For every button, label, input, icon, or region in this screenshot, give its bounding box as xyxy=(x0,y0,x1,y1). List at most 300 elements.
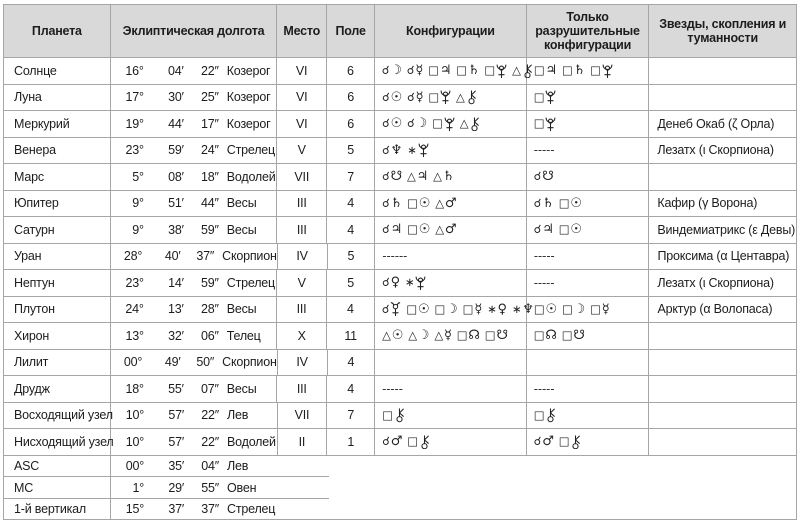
point-name: ASC xyxy=(4,456,111,477)
node_desc-icon: ☋ xyxy=(542,169,554,185)
sun-icon: ☉ xyxy=(418,195,431,211)
aspect-square-mercury xyxy=(463,303,482,316)
square-aspect-icon: □ xyxy=(428,89,440,104)
aspect-square-jupiter xyxy=(428,64,451,77)
stars-cell: Арктур (α Волопаса) xyxy=(657,302,773,317)
longitude-degrees: 16° xyxy=(125,63,144,78)
destructive-configurations-cell xyxy=(527,111,650,137)
field-cell: 7 xyxy=(327,403,375,429)
mercury-icon: ☿ xyxy=(415,63,424,79)
aspect-square-sun xyxy=(406,303,429,316)
table-row xyxy=(4,376,796,403)
stars-cell xyxy=(649,85,796,111)
col-header-stars: Звезды, скопления и туманности xyxy=(659,17,787,45)
longitude-degrees: 18° xyxy=(125,381,144,396)
square-aspect-icon: □ xyxy=(406,301,418,316)
longitude-degrees: 9° xyxy=(132,222,144,237)
pluto-icon xyxy=(418,143,429,158)
aspect-square-chiron xyxy=(559,435,582,450)
mars-icon: ♂ xyxy=(444,195,457,211)
longitude-cell xyxy=(111,297,277,323)
aspect-conj-mercury xyxy=(407,64,423,77)
longitude-degrees: 10° xyxy=(125,434,144,449)
aspect-square-chiron xyxy=(407,435,430,450)
place-cell: VI xyxy=(277,85,327,111)
aspect-square-chiron xyxy=(382,408,405,423)
square-aspect-icon: □ xyxy=(558,195,570,210)
aspect-square-sun xyxy=(407,197,430,210)
table-row xyxy=(4,403,796,430)
field-cell: 4 xyxy=(327,297,375,323)
field-cell: 4 xyxy=(327,191,375,217)
destructive-configurations-cell xyxy=(527,297,650,323)
chiron-icon xyxy=(419,435,430,450)
table-row xyxy=(4,58,796,85)
longitude-seconds: 06″ xyxy=(201,328,219,343)
configurations-cell xyxy=(375,270,527,296)
stars-cell xyxy=(649,350,796,376)
saturn-icon: ♄ xyxy=(442,169,455,185)
square-aspect-icon: □ xyxy=(428,63,439,77)
destructive-configurations-cell xyxy=(527,164,650,190)
planet-name: Нептун xyxy=(4,270,111,296)
configurations-cell xyxy=(375,403,527,429)
aspect-square-node_desc xyxy=(562,329,585,342)
jupiter-icon: ♃ xyxy=(545,63,557,79)
square-aspect-icon: □ xyxy=(407,222,418,236)
aspect-square-pluto xyxy=(432,117,455,132)
aspect-square-pluto xyxy=(590,64,613,79)
zodiac-sign: Весы xyxy=(226,222,257,237)
longitude-seconds: 37″ xyxy=(196,249,215,264)
aspect-square-node_desc xyxy=(485,329,508,342)
conj-aspect-icon: ☌ xyxy=(533,222,542,236)
aspect-square-sun xyxy=(534,303,557,316)
square-aspect-icon: □ xyxy=(590,63,601,77)
longitude-degrees: 28° xyxy=(123,249,143,264)
planet-name: Сатурн xyxy=(4,217,111,243)
conj-aspect-icon: ☌ xyxy=(407,116,415,130)
aspect-square-pluto xyxy=(534,90,557,105)
zodiac-sign: Овен xyxy=(227,480,257,495)
longitude-seconds: 28″ xyxy=(200,302,219,317)
trine-aspect-icon: △ xyxy=(406,169,416,183)
longitude-degrees: 9° xyxy=(132,196,144,211)
sun-icon: ☉ xyxy=(418,301,430,317)
aspect-conj-venus xyxy=(382,276,400,289)
configurations-cell xyxy=(375,164,527,190)
pluto-icon xyxy=(444,117,455,132)
longitude-degrees: 00° xyxy=(125,458,144,473)
longitude-cell xyxy=(111,403,278,429)
aspect-conj-neptune xyxy=(382,144,402,157)
no-configurations-dashes: ----- xyxy=(533,249,555,264)
zodiac-sign: Козерог xyxy=(226,63,271,78)
destructive-configurations-cell xyxy=(527,191,650,217)
zodiac-sign: Лев xyxy=(227,458,249,473)
zodiac-sign: Скорпион xyxy=(222,355,277,370)
longitude-minutes: 38′ xyxy=(168,222,184,237)
mars-icon: ♂ xyxy=(444,222,457,238)
square-aspect-icon: □ xyxy=(533,407,545,422)
destructive-configurations-cell xyxy=(527,403,650,429)
table-row xyxy=(4,323,796,350)
longitude-minutes: 32′ xyxy=(168,328,184,343)
square-aspect-icon: □ xyxy=(484,328,496,342)
place-cell: V xyxy=(277,138,327,164)
saturn-icon: ♄ xyxy=(542,195,554,211)
place-cell: X xyxy=(277,323,327,349)
aspect-square-sun xyxy=(559,223,582,236)
sun-icon: ☉ xyxy=(545,301,557,317)
square-aspect-icon: □ xyxy=(434,301,446,316)
square-aspect-icon: □ xyxy=(561,328,573,342)
moon-icon: ☽ xyxy=(573,301,586,317)
zodiac-sign: Козерог xyxy=(226,116,271,131)
longitude-minutes: 13′ xyxy=(168,302,184,317)
trine-aspect-icon: △ xyxy=(512,63,521,77)
stars-cell xyxy=(649,376,796,402)
aspect-square-saturn xyxy=(456,64,479,77)
square-aspect-icon: □ xyxy=(561,63,573,77)
longitude-seconds: 22″ xyxy=(201,408,219,423)
longitude-minutes: 57′ xyxy=(168,408,184,423)
aspect-trine-mercury xyxy=(434,329,451,342)
pluto-icon xyxy=(602,64,613,79)
chiron-icon xyxy=(469,117,480,132)
destructive-configurations-cell xyxy=(527,217,650,243)
neptune-icon: ♆ xyxy=(522,301,534,317)
square-aspect-icon: □ xyxy=(558,434,570,448)
longitude-seconds: 18″ xyxy=(201,169,219,184)
field-cell: 4 xyxy=(327,376,375,402)
destructive-configurations-cell xyxy=(527,376,650,402)
col-header-longitude: Эклиптическая долгота xyxy=(111,5,278,57)
moon-icon: ☽ xyxy=(390,63,402,79)
saturn-icon: ♄ xyxy=(467,63,480,79)
longitude-seconds: 22″ xyxy=(201,434,219,449)
longitude-cell xyxy=(111,429,278,455)
mars-icon: ♂ xyxy=(390,434,403,450)
chiron-icon xyxy=(545,408,556,423)
longitude-cell xyxy=(111,58,277,84)
destructive-configurations-cell xyxy=(527,244,650,270)
aspect-conj-mars xyxy=(534,435,554,448)
field-cell: 5 xyxy=(327,138,375,164)
square-aspect-icon: □ xyxy=(533,63,545,77)
node_desc-icon: ☋ xyxy=(390,169,402,185)
mercury-icon: ☿ xyxy=(443,328,452,344)
place-cell: VII xyxy=(277,164,327,190)
planet-name: Хирон xyxy=(4,323,111,349)
conj-aspect-icon: ☌ xyxy=(382,434,390,448)
moon-icon: ☽ xyxy=(446,301,458,317)
sextile-aspect-icon: ∗ xyxy=(407,142,417,157)
table-row xyxy=(4,217,796,244)
aspect-square-moon xyxy=(435,303,458,316)
table-row xyxy=(4,456,329,478)
longitude-minutes: 35′ xyxy=(168,458,184,473)
pluto-icon xyxy=(496,64,507,79)
planet-name: Юпитер xyxy=(4,191,111,217)
conj-aspect-icon: ☌ xyxy=(533,169,542,183)
conj-aspect-icon: ☌ xyxy=(407,89,415,104)
longitude-degrees: 00° xyxy=(123,355,143,370)
longitude-minutes: 08′ xyxy=(168,169,184,184)
planet-name: Луна xyxy=(4,85,111,111)
planet-name: Нисходящий узел xyxy=(4,429,111,455)
stars-cell xyxy=(649,429,796,455)
table-row xyxy=(4,477,329,499)
longitude-minutes: 40′ xyxy=(164,249,181,264)
square-aspect-icon: □ xyxy=(590,301,601,316)
planet-name: Марс xyxy=(4,164,111,190)
square-aspect-icon: □ xyxy=(484,63,496,77)
node_asc-icon: ☊ xyxy=(545,328,557,344)
longitude-cell xyxy=(111,111,278,137)
longitude-cell xyxy=(111,499,329,519)
aspect-square-pluto xyxy=(484,64,507,79)
longitude-minutes: 30′ xyxy=(168,90,184,105)
square-aspect-icon: □ xyxy=(533,116,545,130)
longitude-cell xyxy=(111,477,329,498)
aspect-sextile-venus xyxy=(487,303,507,316)
table-row xyxy=(4,111,796,138)
conj-aspect-icon: ☌ xyxy=(382,116,390,130)
conj-aspect-icon: ☌ xyxy=(382,195,390,210)
configurations-cell xyxy=(375,376,527,402)
zodiac-sign: Водолей xyxy=(227,434,276,449)
place-cell: III xyxy=(277,191,327,217)
zodiac-sign: Водолей xyxy=(226,169,276,184)
saturn-icon: ♄ xyxy=(390,195,403,211)
conj-aspect-icon: ☌ xyxy=(382,89,390,104)
aspect-trine-mars xyxy=(435,197,456,210)
aspect-trine-sun xyxy=(382,329,403,342)
planet-name: Уран xyxy=(4,244,111,270)
aspect-square-pluto xyxy=(428,90,451,105)
field-cell: 7 xyxy=(327,164,375,190)
place-cell: IV xyxy=(278,350,328,376)
chiron-icon xyxy=(570,435,581,450)
no-configurations-dashes: ----- xyxy=(382,381,403,396)
point-name: MC xyxy=(4,477,111,498)
aspect-trine-moon xyxy=(408,329,429,342)
square-aspect-icon: □ xyxy=(462,301,474,316)
aspect-square-sun xyxy=(407,223,430,236)
trine-aspect-icon: △ xyxy=(434,328,443,342)
aspect-conj-node_desc xyxy=(382,170,402,183)
longitude-degrees: 23° xyxy=(125,275,144,290)
longitude-seconds: 22″ xyxy=(200,63,219,78)
longitude-degrees: 24° xyxy=(125,302,144,317)
neptune-icon: ♆ xyxy=(390,142,403,158)
trine-aspect-icon: △ xyxy=(433,169,442,183)
table-row xyxy=(4,85,796,112)
planet-name: Венера xyxy=(4,138,111,164)
longitude-seconds: 25″ xyxy=(201,90,219,105)
field-cell: 6 xyxy=(327,58,375,84)
square-aspect-icon: □ xyxy=(407,195,418,210)
place-cell: VI xyxy=(277,111,327,137)
sun-icon: ☉ xyxy=(418,222,431,238)
conj-aspect-icon: ☌ xyxy=(382,142,390,157)
configurations-cell xyxy=(375,429,527,455)
pluto-icon xyxy=(440,90,451,105)
square-aspect-icon: □ xyxy=(432,116,443,130)
mercury-icon: ☿ xyxy=(474,301,483,317)
conj-aspect-icon: ☌ xyxy=(382,275,390,289)
conj-aspect-icon: ☌ xyxy=(382,169,390,183)
venus-icon: ♀ xyxy=(390,275,400,291)
stars-cell xyxy=(649,403,796,429)
planet-name: Лилит xyxy=(4,350,111,376)
mercury-icon: ☿ xyxy=(601,301,610,317)
place-cell: III xyxy=(277,297,327,323)
longitude-cell xyxy=(111,244,278,270)
field-cell: 4 xyxy=(328,350,376,376)
mars-icon: ♂ xyxy=(542,434,554,450)
longitude-degrees: 1° xyxy=(132,480,144,495)
longitude-minutes: 14′ xyxy=(168,275,184,290)
square-aspect-icon: □ xyxy=(382,407,393,422)
stars-cell: Денеб Окаб (ζ Орла) xyxy=(657,116,775,131)
trine-aspect-icon: △ xyxy=(435,222,444,236)
longitude-cell xyxy=(111,323,278,349)
table-header-row xyxy=(4,5,796,58)
destructive-configurations-cell xyxy=(527,138,650,164)
sextile-aspect-icon: ∗ xyxy=(404,275,415,289)
stars-cell xyxy=(649,164,796,190)
no-configurations-dashes: ----- xyxy=(533,381,555,396)
aspect-square-node_asc xyxy=(534,329,557,342)
table-row xyxy=(4,350,796,377)
aspect-square-pluto xyxy=(534,117,557,132)
aspect-square-mercury xyxy=(590,303,609,316)
conj-aspect-icon: ☌ xyxy=(382,222,390,236)
sun-icon: ☉ xyxy=(570,195,582,211)
aspect-square-moon xyxy=(562,303,585,316)
stars-cell: Кафир (γ Ворона) xyxy=(657,196,758,211)
table-row xyxy=(4,191,796,218)
longitude-minutes: 57′ xyxy=(168,434,184,449)
conj-aspect-icon: ☌ xyxy=(533,195,542,210)
longitude-cell xyxy=(111,217,278,243)
zodiac-sign: Лев xyxy=(227,408,249,423)
stars-cell xyxy=(649,58,796,84)
col-header-destructive: Только разрушительные конфигурации xyxy=(527,5,650,57)
longitude-cell xyxy=(111,85,278,111)
zodiac-sign: Весы xyxy=(226,196,257,211)
longitude-minutes: 59′ xyxy=(168,143,184,158)
longitude-minutes: 55′ xyxy=(168,381,184,396)
druj-icon xyxy=(390,302,401,317)
place-cell: VI xyxy=(277,58,327,84)
longitude-minutes: 04′ xyxy=(168,63,184,78)
aspect-trine-mars xyxy=(435,223,456,236)
stars-cell xyxy=(649,323,796,349)
planet-name: Друдж xyxy=(4,376,111,402)
aspect-trine-chiron xyxy=(456,90,477,105)
longitude-seconds: 17″ xyxy=(201,116,219,131)
longitude-degrees: 23° xyxy=(125,143,144,158)
aspect-sextile-pluto xyxy=(405,276,426,291)
longitude-degrees: 5° xyxy=(132,169,144,184)
configurations-cell xyxy=(375,323,527,349)
aspect-square-chiron xyxy=(534,408,557,423)
no-configurations-dashes: ----- xyxy=(533,143,555,158)
square-aspect-icon: □ xyxy=(561,301,573,316)
astrology-table xyxy=(3,4,797,520)
table-row xyxy=(4,164,796,191)
node_asc-icon: ☊ xyxy=(468,328,480,344)
no-configurations-dashes: ----- xyxy=(533,275,555,290)
configurations-cell xyxy=(375,217,527,243)
mercury-icon: ☿ xyxy=(415,89,424,105)
chiron-icon xyxy=(466,90,477,105)
field-cell: 6 xyxy=(327,85,375,111)
aspect-trine-chiron xyxy=(460,117,481,132)
node_desc-icon: ☋ xyxy=(496,328,508,344)
longitude-seconds: 37″ xyxy=(201,501,219,516)
configurations-cell xyxy=(375,58,527,84)
longitude-seconds: 04″ xyxy=(201,458,219,473)
sun-icon: ☉ xyxy=(391,328,404,344)
longitude-minutes: 37′ xyxy=(168,501,184,516)
sun-icon: ☉ xyxy=(390,116,403,132)
table-row xyxy=(4,138,796,165)
zodiac-sign: Весы xyxy=(226,381,257,396)
saturn-icon: ♄ xyxy=(573,63,586,79)
jupiter-icon: ♃ xyxy=(542,222,554,238)
zodiac-sign: Телец xyxy=(226,328,261,343)
jupiter-icon: ♃ xyxy=(390,222,403,238)
aspect-trine-jupiter xyxy=(407,170,428,183)
aspect-conj-saturn xyxy=(382,197,402,210)
configurations-cell xyxy=(375,191,527,217)
place-cell: V xyxy=(277,270,327,296)
trine-aspect-icon: △ xyxy=(382,328,391,342)
stars-cell: Лезатх (ι Скорпиона) xyxy=(657,143,774,158)
destructive-configurations-cell xyxy=(527,270,650,296)
aspect-square-node_asc xyxy=(457,329,480,342)
point-name: 1-й вертикал xyxy=(4,499,111,519)
longitude-seconds: 59″ xyxy=(201,275,219,290)
field-cell: 5 xyxy=(328,244,376,270)
longitude-minutes: 44′ xyxy=(168,116,184,131)
aspect-trine-saturn xyxy=(433,170,454,183)
aspect-conj-moon xyxy=(382,64,402,77)
longitude-seconds: 50″ xyxy=(196,355,215,370)
longitude-degrees: 13° xyxy=(125,328,144,343)
stars-cell: Виндемиатрикс (ε Девы) xyxy=(657,222,796,237)
longitude-cell xyxy=(111,164,278,190)
conj-aspect-icon: ☌ xyxy=(381,301,390,316)
longitude-degrees: 19° xyxy=(125,116,144,131)
aspect-square-saturn xyxy=(562,64,585,77)
field-cell: 5 xyxy=(327,270,375,296)
square-aspect-icon: □ xyxy=(533,301,545,316)
table-row xyxy=(4,499,329,519)
trine-aspect-icon: △ xyxy=(435,195,444,210)
sextile-aspect-icon: ∗ xyxy=(511,301,522,316)
venus-icon: ♀ xyxy=(497,301,507,317)
zodiac-sign: Скорпион xyxy=(222,249,277,264)
longitude-cell xyxy=(111,191,278,217)
sextile-aspect-icon: ∗ xyxy=(487,301,497,316)
aspect-conj-sun xyxy=(382,91,402,104)
pluto-icon xyxy=(545,90,556,105)
